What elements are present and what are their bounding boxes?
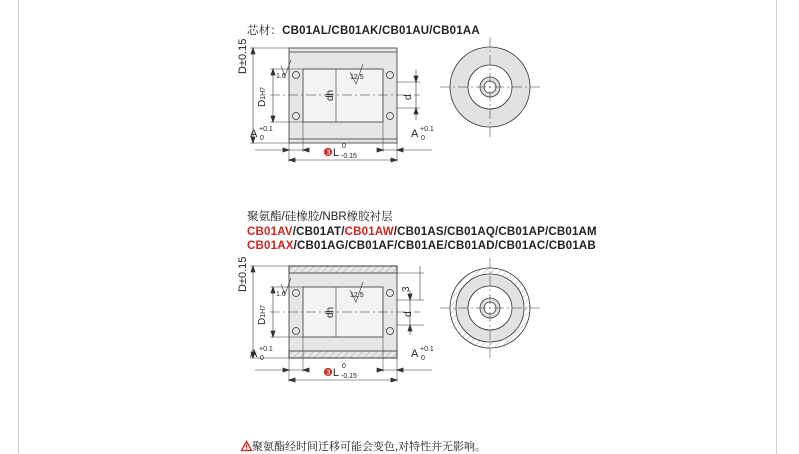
dim-d-label-1: d xyxy=(403,94,414,100)
dim-A-letter: A xyxy=(250,348,258,360)
dim-A-letter: A xyxy=(250,128,258,140)
dim-D1-sub: 1H7 xyxy=(260,304,267,318)
dim-A-letter: A xyxy=(411,348,419,360)
dim-D1-letter: D xyxy=(257,317,268,325)
section1-title-prefix: 芯材： xyxy=(247,25,283,37)
dim-D-label-2 xyxy=(237,257,249,292)
dim-dh-label-2: dh xyxy=(325,306,336,318)
dim-L-letter: L xyxy=(332,367,339,379)
product-code-segment: /CB01AG/CB01AF/CB01AE/CB01AD/CB01AC/CB01AB xyxy=(293,240,596,252)
product-code-segment: / xyxy=(341,226,345,238)
dim-A-sup: +0.1 xyxy=(259,346,273,353)
footnote xyxy=(241,438,486,454)
dim-L-sub: -0.15 xyxy=(341,153,357,160)
dim-3-label-2: 3 xyxy=(401,286,412,292)
section2-material: 聚氨酯/硅橡胶/NBR橡胶衬层 xyxy=(247,211,393,223)
dim-d-label-2: d xyxy=(403,311,414,317)
dim-A-sub: 0 xyxy=(260,135,264,142)
product-code-segment: / xyxy=(292,226,297,238)
product-code-segment: CB01AT xyxy=(296,226,342,238)
dim-A-sup: +0.1 xyxy=(259,126,273,133)
dim-D-tol: ±0.15 xyxy=(237,38,249,67)
roughness-large-1: 12.5 xyxy=(350,74,364,81)
product-code-segment: CB01AX xyxy=(247,240,294,252)
dim-D-letter: D xyxy=(237,66,249,74)
dim-L-sub: -0.15 xyxy=(341,373,357,380)
dim-L-circle-number: ❸ xyxy=(323,367,333,379)
dim-dh-label-1: dh xyxy=(325,89,336,101)
dim-D1-sub: 1H7 xyxy=(260,86,267,100)
dim-L-sup: 0 xyxy=(342,143,346,150)
warning-icon xyxy=(241,441,252,451)
dim-A-sub: 0 xyxy=(260,355,264,362)
dim-L-circle-number: ❸ xyxy=(323,147,333,159)
section1-codes: CB01AL/CB01AK/CB01AU/CB01AA xyxy=(282,25,480,37)
roughness-small-2: 1.6 xyxy=(276,291,286,298)
dim-L-label-2 xyxy=(323,363,357,380)
dim-A-right-2 xyxy=(411,346,434,362)
dim-A-left-2 xyxy=(250,346,273,362)
dim-A-sup: +0.1 xyxy=(420,126,434,133)
dim-L-sup: 0 xyxy=(342,363,346,370)
bushing-2-end-view xyxy=(440,258,540,358)
dim-A-sub: 0 xyxy=(421,355,425,362)
dim-D1-label-2 xyxy=(257,305,268,325)
dim-A-sub: 0 xyxy=(421,135,425,142)
dim-D-tol: ±0.15 xyxy=(237,256,249,285)
product-code-segment: /CB01AS/CB01AQ/CB01AP/CB01AM xyxy=(393,226,597,238)
dim-D-letter: D xyxy=(237,284,249,292)
bushing-2-drawing xyxy=(250,266,432,382)
dim-A-sup: +0.1 xyxy=(420,346,434,353)
roughness-small-1: 1.6 xyxy=(276,73,286,80)
footnote-text: 聚氨酯经时间迁移可能会变色,对特性并无影响。 xyxy=(252,441,487,453)
dim-L-letter: L xyxy=(332,147,339,159)
product-code-segment: CB01AW xyxy=(344,226,394,238)
dim-A-letter: A xyxy=(411,128,419,140)
product-code-segment: CB01AV xyxy=(247,226,293,238)
dim-D1-letter: D xyxy=(257,99,268,107)
roughness-large-2: 12.5 xyxy=(350,292,364,299)
